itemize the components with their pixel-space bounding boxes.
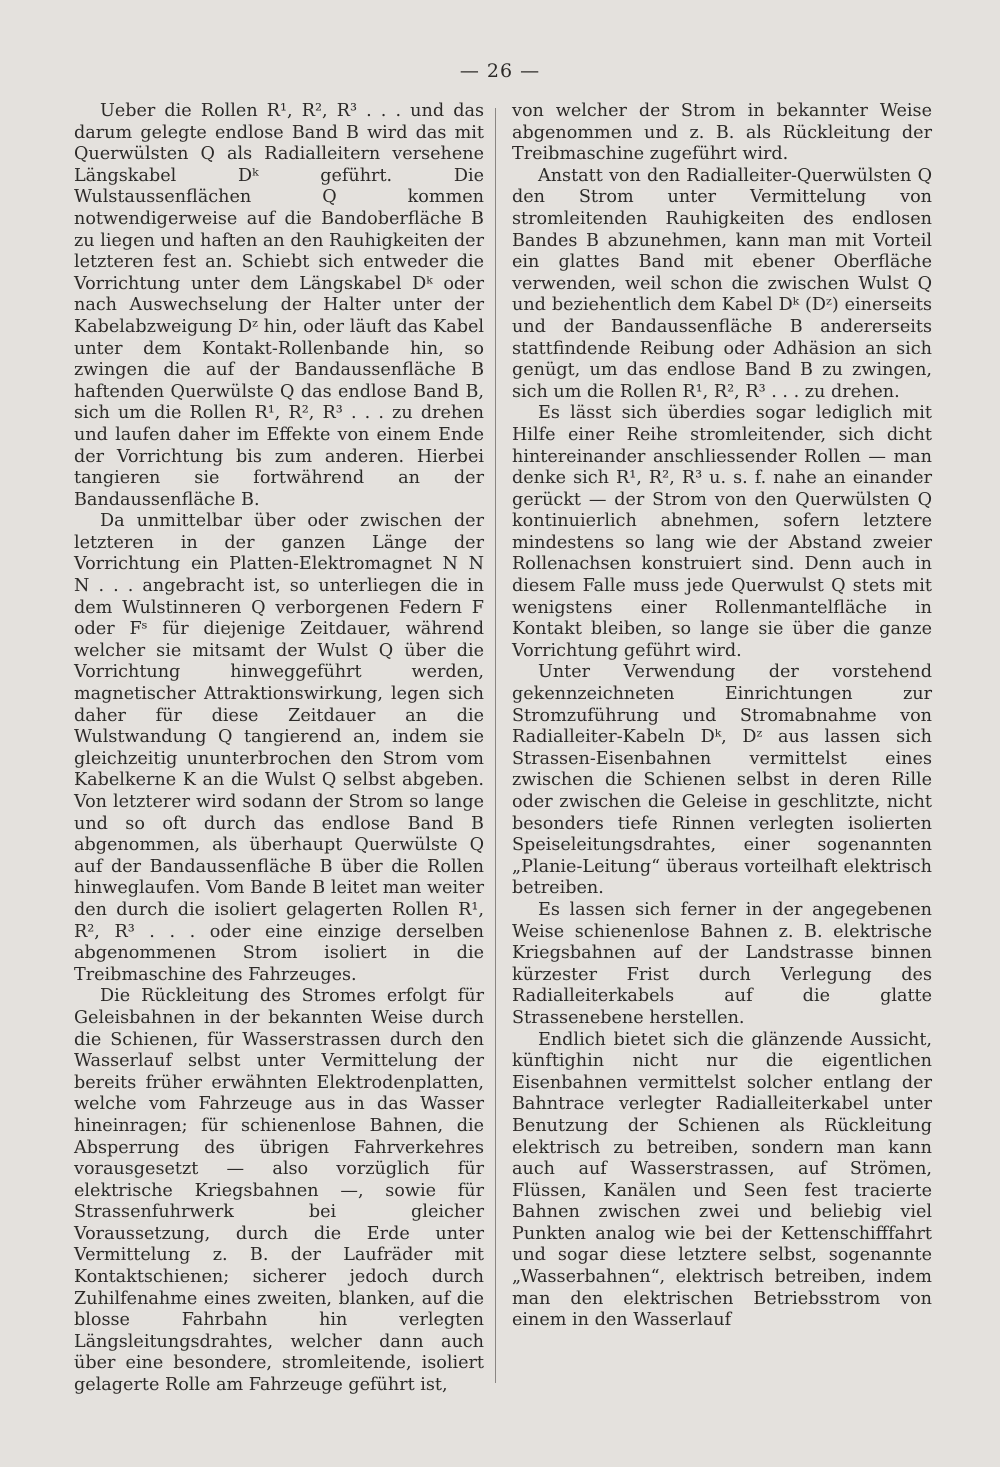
paragraph: Es lässt sich überdies sogar lediglich mit Hilfe einer Reihe stromleitender, sich dicht hintereinander anschliessender Rollen — man denke sich R¹, R², R³ u. s. f. nahe an einander gerückt — der Strom von den Querwülsten Q kontinuierlich abnehmen, sofern letztere mindestens so lang wie der Abstand zweier Rollenachsen konstruiert sind. Denn auch in diesem Falle muss jede Querwulst Q stets mit wenigstens einer Rollenmantelfläche in Kontakt bleiben, so lange sie über die ganze Vorrichtung geführt wird. — [512, 403, 932, 661]
paragraph: Es lassen sich ferner in der angegebenen Weise schienenlose Bahnen z. B. elektrische Kriegsbahnen auf der Landstrasse binnen kürzester Frist durch Verlegung des Radialleiterkabels auf die glatte Strassenebene herstellen. — [512, 899, 932, 1028]
paragraph: Endlich bietet sich die glänzende Aussicht, künftighin nicht nur die eigentlichen Eisenbahnen vermittelst solcher entlang der Bahntrace verlegter Radialleiterkabel unter Benutzung der Schienen als Rückleitung elektrisch zu betreiben, sondern man kann auch auf Wasserstrassen, auf Strömen, Flüssen, Kanälen und Seen fest tracierte Bahnen zwischen zwei und beliebig viel Punkten analog wie bei der Kettenschifffahrt und sogar diese letztere selbst, sogenannte „Wasserbahnen“, elektrisch betreiben, indem man den elektrischen Betriebsstrom von einem in den Wasserlauf — [512, 1029, 932, 1331]
right-column — [512, 101, 932, 1332]
paragraph: Da unmittelbar über oder zwischen der letzteren in der ganzen Länge der Vorrichtung ein Platten-Elektromagnet N N N . . . angebracht ist, so unterliegen die in dem Wulstinneren Q verborgenen Federn F oder Fˢ für diejenige Zeitdauer, während welcher sie mitsamt der Wulst Q über die Vorrichtung hinweggeführt werden, magnetischer Attraktionswirkung, legen sich daher für diese Zeitdauer an die Wulstwandung Q tangierend an, indem sie gleichzeitig ununterbrochen den Strom vom Kabelkerne K an die Wulst Q selbst abgeben. Von letzterer wird sodann der Strom so lange und so oft durch das endlose Band B abgenommen, als überhaupt Querwülste Q auf der Bandaussenfläche B über die Rollen hinweglaufen. Vom Bande B leitet man weiter den durch die isoliert gelagerten Rollen R¹, R², R³ . . . oder eine einzige derselben abgenommenen Strom isoliert in die Treibmaschine des Fahrzeuges. — [74, 511, 484, 985]
paragraph: Unter Verwendung der vorstehend gekennzeichneten Einrichtungen zur Stromzuführung und Stromabnahme von Radialleiter-Kabeln Dᵏ, Dᶻ aus lassen sich Strassen-Eisenbahnen vermittelst eines zwischen die Schienen selbst in deren Rille oder zwischen die Geleise in geschlitzte, nicht besonders tiefe Rinnen verlegten isolierten Speiseleitungsdrahtes, einer sogenannten „Planie-Leitung“ überaus vorteilhaft elektrisch betreiben. — [512, 662, 932, 899]
paragraph: von welcher der Strom in bekannter Weise abgenommen und z. B. als Rückleitung der Treibmaschine zugeführt wird. — [512, 101, 932, 165]
paragraph: Die Rückleitung des Stromes erfolgt für Geleisbahnen in der bekannten Weise durch die Schienen, für Wasserstrassen durch den Wasserlauf selbst unter Vermittelung der bereits früher erwähnten Elektrodenplatten, welche vom Fahrzeuge aus in das Wasser hineinragen; für schienenlose Bahnen, die Absperrung des übrigen Fahrverkehres vorausgesetzt — also vorzüglich für elektrische Kriegsbahnen —, sowie für Strassenfuhrwerk bei gleicher Voraussetzung, durch die Erde unter Vermittelung z. B. der Laufräder mit Kontaktschienen; sicherer jedoch durch Zuhilfenahme eines zweiten, blanken, auf die blosse Fahrbahn hin verlegten Längsleitungsdrahtes, welcher dann auch über eine besondere, stromleitende, isoliert gelagerte Rolle am Fahrzeuge geführt ist, — [74, 986, 484, 1396]
paragraph: Ueber die Rollen R¹, R², R³ . . . und das darum gelegte endlose Band B wird das mit Querwülsten Q als Radialleitern versehene Längskabel Dᵏ geführt. Die Wulstaussenflächen Q kommen notwendigerweise auf die Bandoberfläche B zu liegen und haften an den Rauhigkeiten der letzteren fest an. Schiebt sich entweder die Vorrichtung unter dem Längskabel Dᵏ oder nach Auswechselung der Halter unter der Kabelabzweigung Dᶻ hin, oder läuft das Kabel unter dem Kontakt-Rollenbande hin, so zwingen die auf der Bandaussenfläche B haftenden Querwülste Q das endlose Band B, sich um die Rollen R¹, R², R³ . . . zu drehen und laufen daher im Effekte von einem Ende der Vorrichtung bis zum anderen. Hierbei tangieren sie fortwährend an der Bandaussenfläche B. — [74, 101, 484, 510]
column-divider — [495, 108, 496, 1383]
page-number: — 26 — — [459, 60, 541, 82]
paragraph: Anstatt von den Radialleiter-Querwülsten Q den Strom unter Vermittelung von stromleitenden Rauhigkeiten des endlosen Bandes B abzunehmen, kann man mit Vorteil ein glattes Band mit ebener Oberfläche verwenden, weil schon die zwischen Wulst Q und beziehentlich dem Kabel Dᵏ (Dᶻ) einerseits und der Bandaussenfläche B andererseits stattfindende Reibung oder Adhäsion an sich genügt, um das endlose Band B zu zwingen, sich um die Rollen R¹, R², R³ . . . zu drehen. — [512, 165, 932, 402]
left-column — [74, 101, 484, 1397]
